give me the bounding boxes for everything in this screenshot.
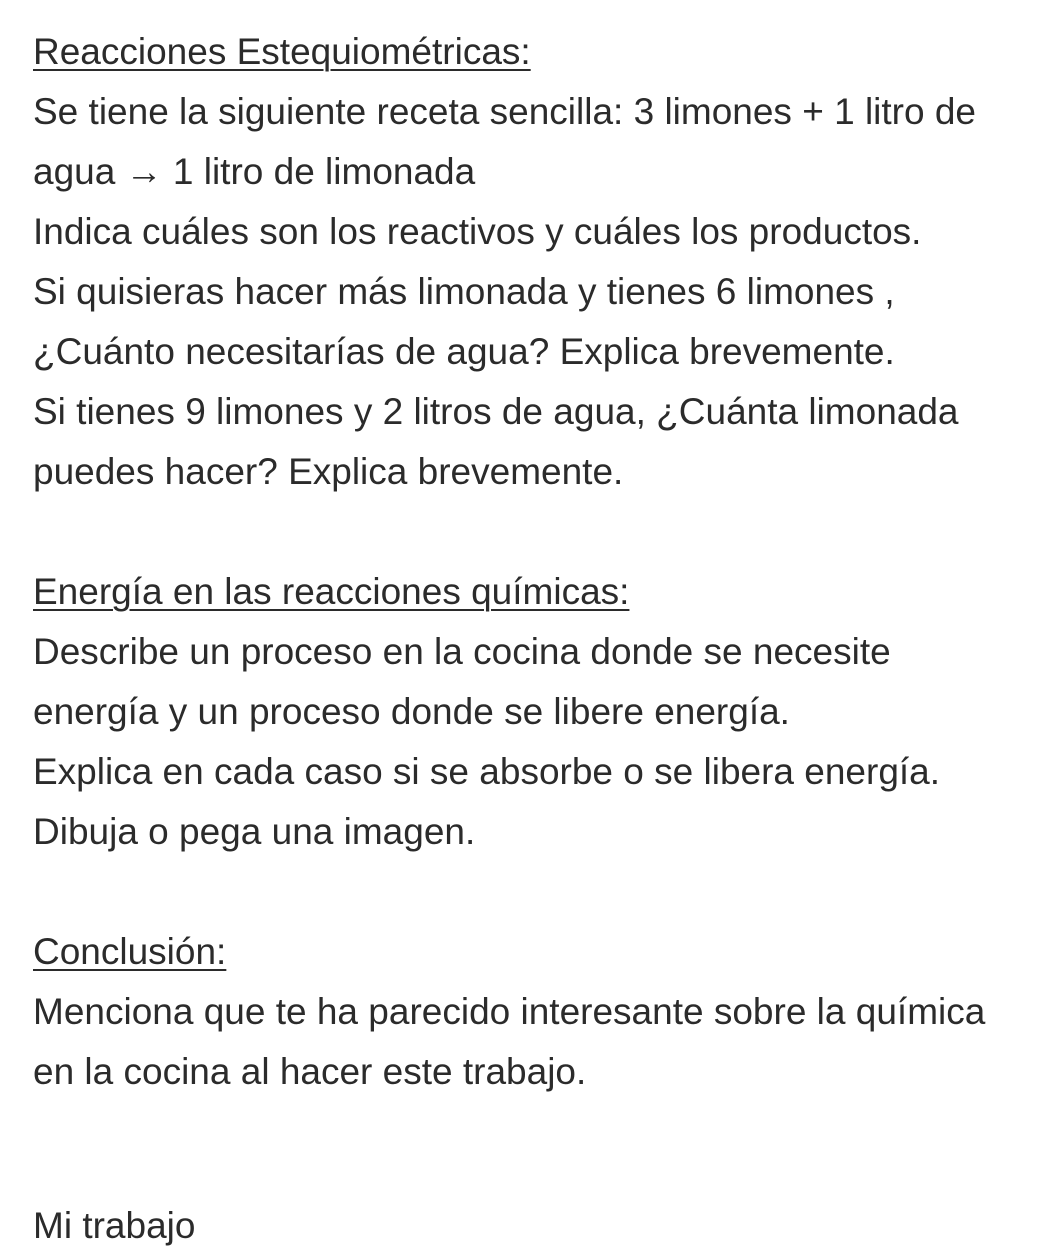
paragraph: Describe un proceso en la cocina donde se necesite energía y un proceso donde se libere energía. xyxy=(33,631,891,732)
paragraph: Se tiene la siguiente receta sencilla: 3 limones + 1 litro de agua → 1 litro de limonada xyxy=(33,91,977,192)
paragraph: Indica cuáles son los reactivos y cuáles los productos. xyxy=(33,211,922,252)
section-heading: Reacciones Estequiométricas: xyxy=(33,31,531,72)
section-heading: Energía en las reacciones químicas: xyxy=(33,571,630,612)
section-heading: Conclusión: xyxy=(33,931,227,972)
paragraph: Explica en cada caso si se absorbe o se libera energía. Dibuja o pega una imagen. xyxy=(33,751,941,852)
section-stoichiometric-reactions xyxy=(33,22,1023,502)
cut-off-text-line: Mi trabajo xyxy=(33,1205,196,1246)
paragraph: Si quisieras hacer más limonada y tienes 6 limones , ¿Cuánto necesitarías de agua? Explica brevemente. xyxy=(33,271,895,372)
paragraph: Si tienes 9 limones y 2 litros de agua, ¿Cuánta limonada puedes hacer? Explica brevemente. xyxy=(33,391,959,492)
section-energy-in-reactions xyxy=(33,562,1023,862)
document-body xyxy=(33,22,1023,1102)
paragraph: Menciona que te ha parecido interesante sobre la química en la cocina al hacer este trabajo. xyxy=(33,991,986,1092)
section-conclusion xyxy=(33,922,1023,1102)
